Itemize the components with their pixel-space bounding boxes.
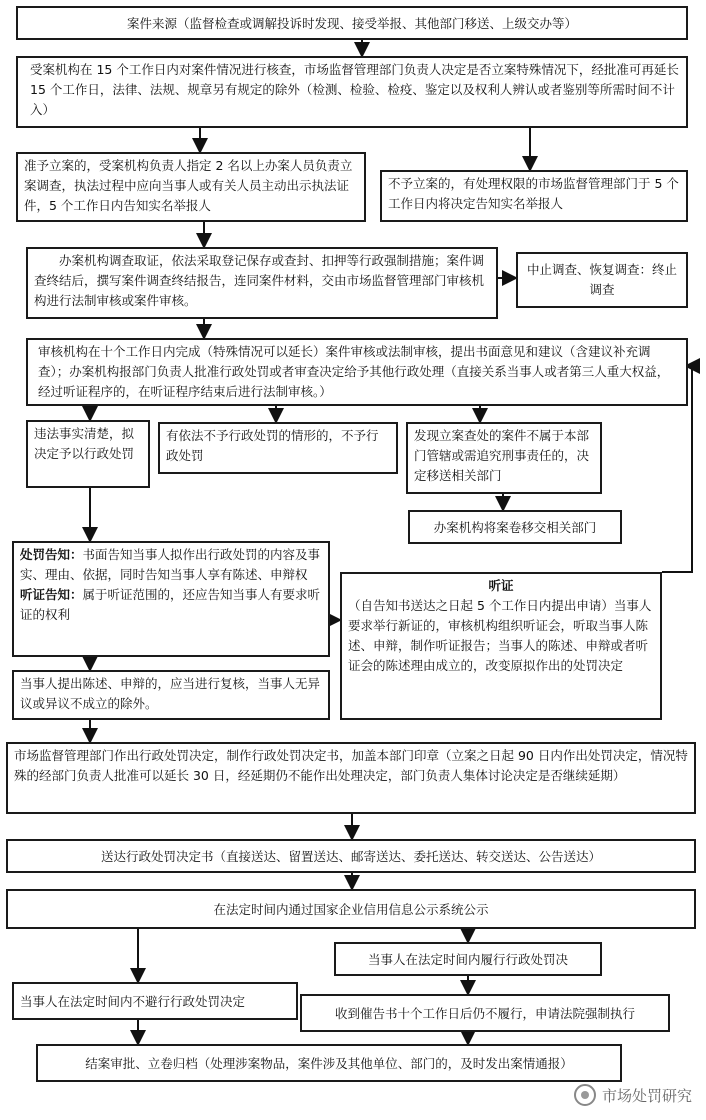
case-verification-box: 受案机构在 15 个工作日内对案件情况进行核查，市场监督管理部门负责人决定是否立案特殊情况下，经批准可再延长 15 个工作日，法律、法规、规章另有规定的除外（检测、检验、检疫、鉴定以及权利人辨认或者鉴别等所需时间不计入） [16, 56, 688, 128]
no-penalty-box: 有依法不予行政处罚的情形的，不予行政处罚 [158, 422, 398, 474]
hearing-box [340, 572, 662, 720]
hearing-notice-text: 属于听证范围的，还应告知当事人有要求听证的权利 [20, 587, 321, 622]
hearing-title: 听证 [488, 578, 514, 593]
hearing-notice-heading: 听证告知： [20, 587, 83, 602]
case-closing-box: 结案审批、立卷归档（处理涉案物品，案件涉及其他单位、部门的，及时发出案情通报） [36, 1044, 622, 1082]
transfer-decision-box: 发现立案查处的案件不属于本部门管辖或需追究刑事责任的，决定移送相关部门 [406, 422, 602, 494]
investigation-box: 办案机构调查取证，依法采取登记保存或查封、扣押等行政强制措施；案件调查终结后，撰写案件调查终结报告，连同案件材料，交由市场监督管理部门审核机构进行法制审核或案件审核。 [26, 247, 498, 319]
public-disclosure-box: 在法定时间内通过国家企业信用信息公示系统公示 [6, 889, 696, 929]
case-source-box: 案件来源（监督检查或调解投诉时发现、接受举报、其他部门移送、上级交办等） [16, 6, 688, 40]
approve-filing-box: 准予立案的，受案机构负责人指定 2 名以上办案人员负责立案调查，执法过程中应向当事人或有关人员主动出示执法证件，5 个工作日内告知实名举报人 [16, 152, 366, 222]
penalty-decision-box: 市场监督管理部门作出行政处罚决定，制作行政处罚决定书，加盖本部门印章（立案之日起 90 日内作出处罚决定，情况特殊的经部门负责人批准可以延长 30 日，经延期仍不能作出处理决定，部门负责人集体讨论决定是否继续延期） [6, 742, 696, 814]
penalty-notice-text: 书面告知当事人拟作出行政处罚的内容及事实、理由、依据，同时告知当事人享有陈述、申辩权 [20, 547, 321, 582]
watermark [574, 1084, 692, 1106]
delivery-box: 送达行政处罚决定书（直接送达、留置送达、邮寄送达、委托送达、转交送达、公告送达） [6, 839, 696, 873]
watermark-text: 市场处罚研究 [601, 1086, 692, 1105]
fulfilled-box: 当事人在法定时间内履行行政处罚决 [334, 942, 602, 976]
suspend-investigation-box: 中止调查、恢复调查：终止调查 [516, 252, 688, 308]
statement-defense-box: 当事人提出陈述、申辩的，应当进行复核，当事人无异议或异议不成立的除外。 [12, 670, 330, 720]
review-box: 审核机构在十个工作日内完成（特殊情况可以延长）案件审核或法制审核，提出书面意见和建议（含建议补充调查）；办案机构报部门负责人批准行政处罚或者审查决定给予其他行政处理（直接关系当事人或者第三人重大权益，经过听证程序的，在听证程序结束后进行法制审核。） [26, 338, 688, 406]
clear-violation-box: 违法事实清楚，拟决定予以行政处罚 [26, 420, 150, 488]
notification-box [12, 541, 330, 657]
penalty-notice-heading: 处罚告知： [20, 547, 83, 562]
transfer-file-box: 办案机构将案卷移交相关部门 [408, 510, 622, 544]
court-enforcement-box: 收到催告书十个工作日后仍不履行，申请法院强制执行 [300, 994, 670, 1032]
hearing-body: （自告知书送达之日起 5 个工作日内提出申请）当事人要求举行新证的，审核机构组织听证会，听取当事人陈述、申辩，制作听证报告；当事人的陈述、申辩或者听证会的陈述理由成立的，改变原拟作出的处罚决定 [348, 598, 652, 673]
not-fulfilled-box: 当事人在法定时间内不避行行政处罚决定 [12, 982, 298, 1020]
deny-filing-box: 不予立案的，有处理权限的市场监督管理部门于 5 个工作日内将决定告知实名举报人 [380, 170, 688, 222]
watermark-logo-icon [574, 1084, 596, 1106]
